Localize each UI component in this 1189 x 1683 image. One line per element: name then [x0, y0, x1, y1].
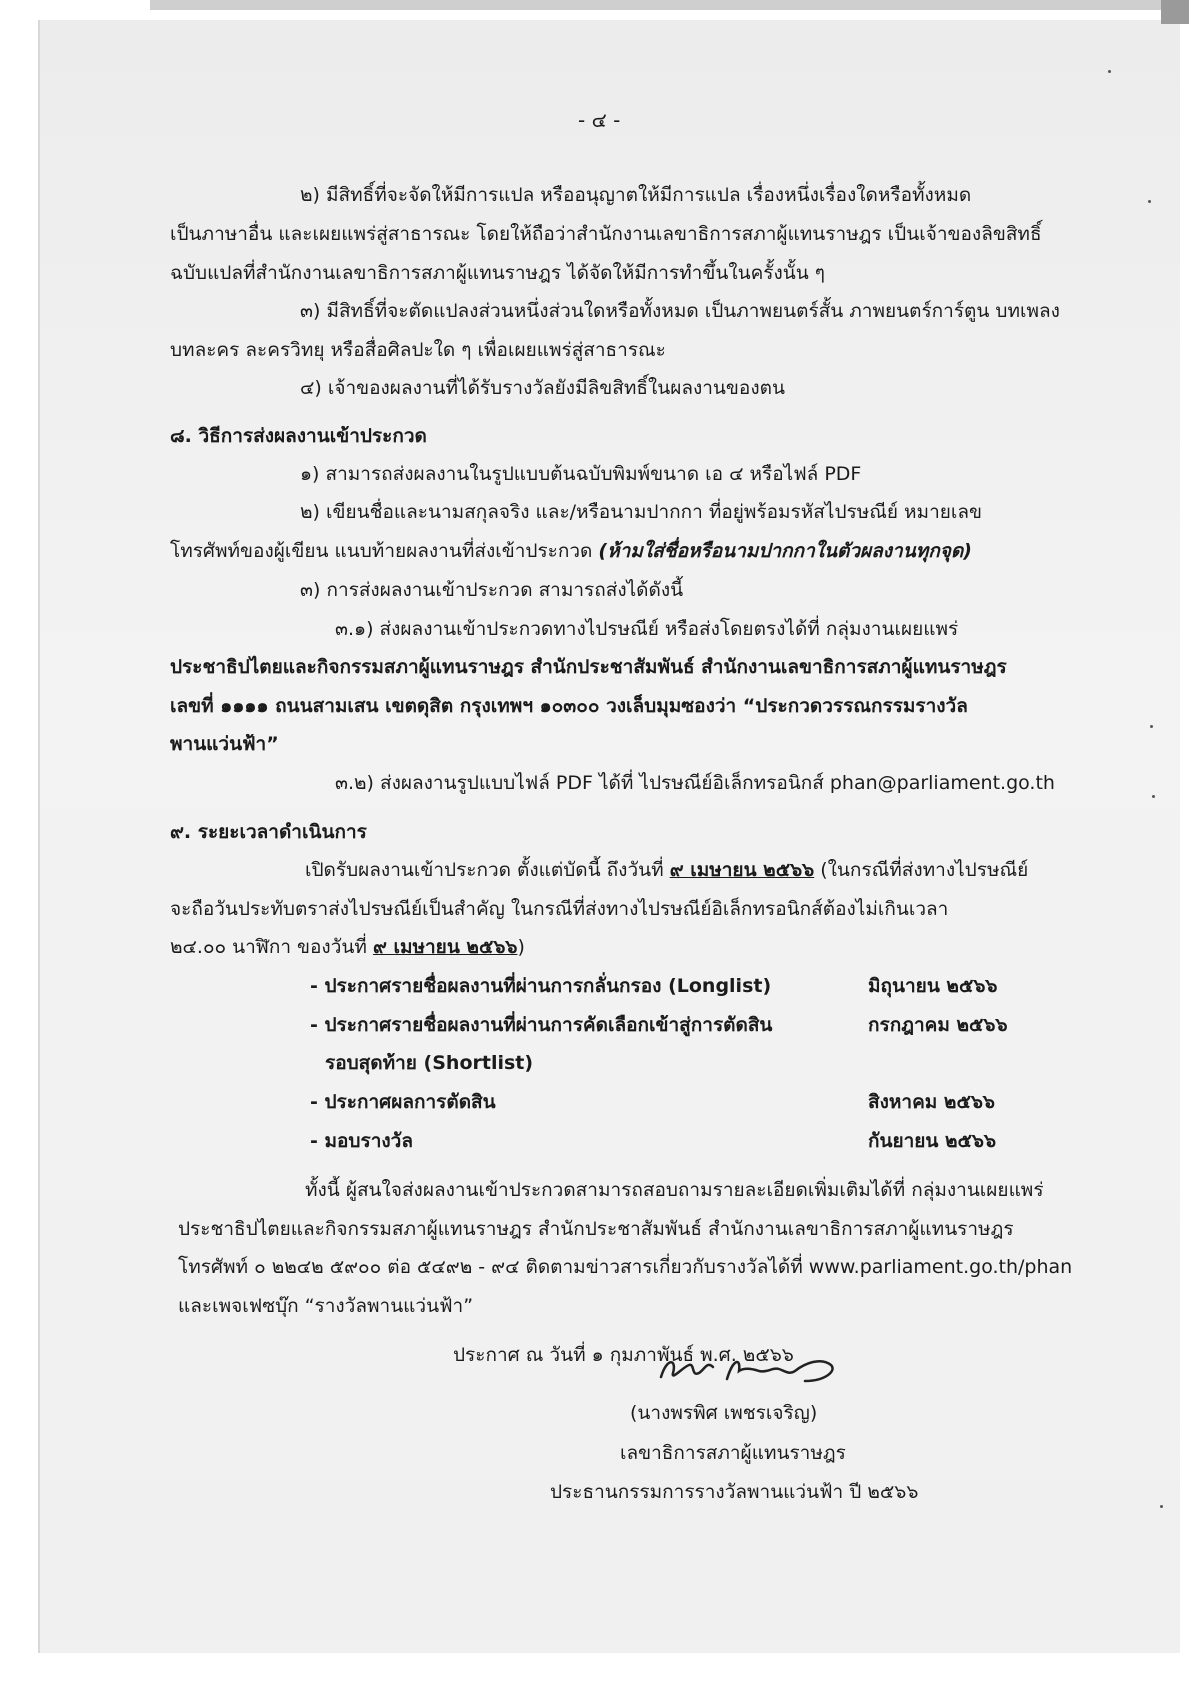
section-8-item-2-line-1: ๒) เขียนชื่อและนามสกุลจริง และ/หรือนามปากกา ที่อยู่พร้อมรหัสไปรษณีย์ หมายเลข — [300, 501, 983, 523]
schedule-label-5: - มอบรางวัล — [310, 1130, 413, 1152]
closing-line-2: ประชาธิปไตยและกิจกรรมสภาผู้แทนราษฎร สำนักประชาสัมพันธ์ สำนักงานเลขาธิการสภาผู้แทนราษฎร — [178, 1218, 1014, 1240]
closing-line-1: ทั้งนี้ ผู้สนใจส่งผลงานเข้าประกวดสามารถสอบถามรายละเอียดเพิ่มเติมได้ที่ กลุ่มงานเผยแพร่ — [305, 1179, 1044, 1201]
scan-speck — [1150, 725, 1153, 728]
scan-speck — [1152, 795, 1155, 798]
scan-corner — [1161, 0, 1189, 24]
section-9-heading: ๙. ระยะเวลาดำเนินการ — [170, 821, 367, 843]
schedule-label-3: รอบสุดท้าย (Shortlist) — [325, 1052, 534, 1074]
section-9-para-line-1 — [305, 857, 1028, 883]
section-9-para-text-a: เปิดรับผลงานเข้าประกวด ตั้งแต่บัดนี้ ถึงวันที่ — [305, 859, 670, 881]
section-8-item-3-1-line-3: เลขที่ ๑๑๑๑ ถนนสามเสน เขตดุสิต กรุงเทพฯ ๑๐๓๐๐ วงเล็บมุมซองว่า “ประกวดวรรณกรรมรางวัล — [170, 695, 968, 717]
section-9-para-line-3 — [170, 934, 525, 960]
section-9-deadline: ๙ เมษายน ๒๕๖๖ — [669, 859, 815, 881]
rights-item-4: ๔) เจ้าของผลงานที่ได้รับรางวัลยังมีลิขสิทธิ์ในผลงานของตน — [300, 377, 785, 399]
schedule-date-1: มิถุนายน ๒๕๖๖ — [868, 975, 998, 997]
section-8-item-1: ๑) สามารถส่งผลงานในรูปแบบต้นฉบับพิมพ์ขนาด เอ ๔ หรือไฟล์ PDF — [300, 463, 862, 485]
section-9-para-text-d: ) — [517, 936, 525, 958]
section-9-para-text-c: ๒๔.๐๐ นาฬิกา ของวันที่ — [170, 936, 373, 958]
scan-speck — [1160, 1505, 1163, 1508]
section-8-item-2-text: โทรศัพท์ของผู้เขียน แนบท้ายผลงานที่ส่งเข้าประกวด — [170, 540, 593, 562]
scan-speck — [1108, 70, 1111, 73]
closing-line-4: และเพจเฟซบุ๊ก “รางวัลพานแว่นฟ้า” — [178, 1295, 474, 1317]
section-8-item-3-1-line-2: ประชาธิปไตยและกิจกรรมสภาผู้แทนราษฎร สำนักประชาสัมพันธ์ สำนักงานเลขาธิการสภาผู้แทนราษฎร — [170, 656, 1007, 678]
section-8-item-3-1-line-1: ๓.๑) ส่งผลงานเข้าประกวดทางไปรษณีย์ หรือส่งโดยตรงได้ที่ กลุ่มงานเผยแพร่ — [335, 618, 959, 640]
section-9-para-text-b: (ในกรณีที่ส่งทางไปรษณีย์ — [814, 859, 1029, 881]
schedule-date-2: กรกฎาคม ๒๕๖๖ — [868, 1014, 1008, 1036]
section-8-item-2-line-2 — [170, 538, 972, 564]
section-9-para-line-2: จะถือวันประทับตราส่งไปรษณีย์เป็นสำคัญ ในกรณีที่ส่งทางไปรษณีย์อิเล็กทรอนิกส์ต้องไม่เกินเวลา — [170, 898, 949, 920]
closing-line-3: โทรศัพท์ ๐ ๒๒๔๒ ๕๙๐๐ ต่อ ๕๔๙๒ - ๙๔ ติดตามข่าวสารเกี่ยวกับรางวัลได้ที่ www.parliament.go.th/phan — [178, 1256, 1073, 1278]
signatory-title-1: เลขาธิการสภาผู้แทนราษฎร — [620, 1442, 846, 1464]
schedule-label-1: - ประกาศรายชื่อผลงานที่ผ่านการกลั่นกรอง (Longlist) — [310, 975, 772, 997]
section-8-item-3-2: ๓.๒) ส่งผลงานรูปแบบไฟล์ PDF ได้ที่ ไปรษณีย์อิเล็กทรอนิกส์ phan@parliament.go.th — [335, 772, 1055, 794]
schedule-label-4: - ประกาศผลการตัดสิน — [310, 1091, 496, 1113]
rights-item-2-line-3: ฉบับแปลที่สำนักงานเลขาธิการสภาผู้แทนราษฎร ได้จัดให้มีการทำขึ้นในครั้งนั้น ๆ — [170, 262, 825, 284]
schedule-date-4: สิงหาคม ๒๕๖๖ — [868, 1091, 995, 1113]
rights-item-2-line-1: ๒) มีสิทธิ์ที่จะจัดให้มีการแปล หรืออนุญาตให้มีการแปล เรื่องหนึ่งเรื่องใดหรือทั้งหมด — [300, 184, 972, 206]
schedule-label-2: - ประกาศรายชื่อผลงานที่ผ่านการคัดเลือกเข้าสู่การตัดสิน — [310, 1014, 773, 1036]
page-number: - ๔ - — [578, 108, 621, 132]
section-8-item-3-1-line-4: พานแว่นฟ้า” — [170, 733, 279, 755]
signatory-title-2: ประธานกรรมการรางวัลพานแว่นฟ้า ปี ๒๕๖๖ — [550, 1481, 919, 1503]
section-8-item-2-warning: (ห้ามใส่ชื่อหรือนามปากกาในตัวผลงานทุกจุด) — [598, 540, 972, 562]
announcement-date: ประกาศ ณ วันที่ ๑ กุมภาพันธ์ พ.ศ. ๒๕๖๖ — [453, 1344, 794, 1366]
section-9-deadline-2: ๙ เมษายน ๒๕๖๖ — [372, 936, 518, 958]
section-8-item-3: ๓) การส่งผลงานเข้าประกวด สามารถส่งได้ดังนี้ — [300, 579, 684, 601]
rights-item-3-line-2: บทละคร ละครวิทยุ หรือสื่อศิลปะใด ๆ เพื่อเผยแพร่สู่สาธารณะ — [170, 339, 666, 361]
schedule-date-5: กันยายน ๒๕๖๖ — [868, 1130, 997, 1152]
rights-item-2-line-2: เป็นภาษาอื่น และเผยแพร่สู่สาธารณะ โดยให้ถือว่าสำนักงานเลขาธิการสภาผู้แทนราษฎร เป็นเจ้าของลิขสิทธิ์ — [170, 223, 1042, 245]
section-8-heading: ๘. วิธีการส่งผลงานเข้าประกวด — [170, 425, 427, 447]
signatory-name: (นางพรพิศ เพชรเจริญ) — [630, 1402, 818, 1424]
rights-item-3-line-1: ๓) มีสิทธิ์ที่จะตัดแปลงส่วนหนึ่งส่วนใดหรือทั้งหมด เป็นภาพยนตร์สั้น ภาพยนตร์การ์ตูน บทเพลง — [300, 300, 1060, 322]
scan-speck — [1148, 200, 1151, 203]
scan-edge — [150, 0, 1170, 10]
signature-image — [655, 1347, 845, 1391]
